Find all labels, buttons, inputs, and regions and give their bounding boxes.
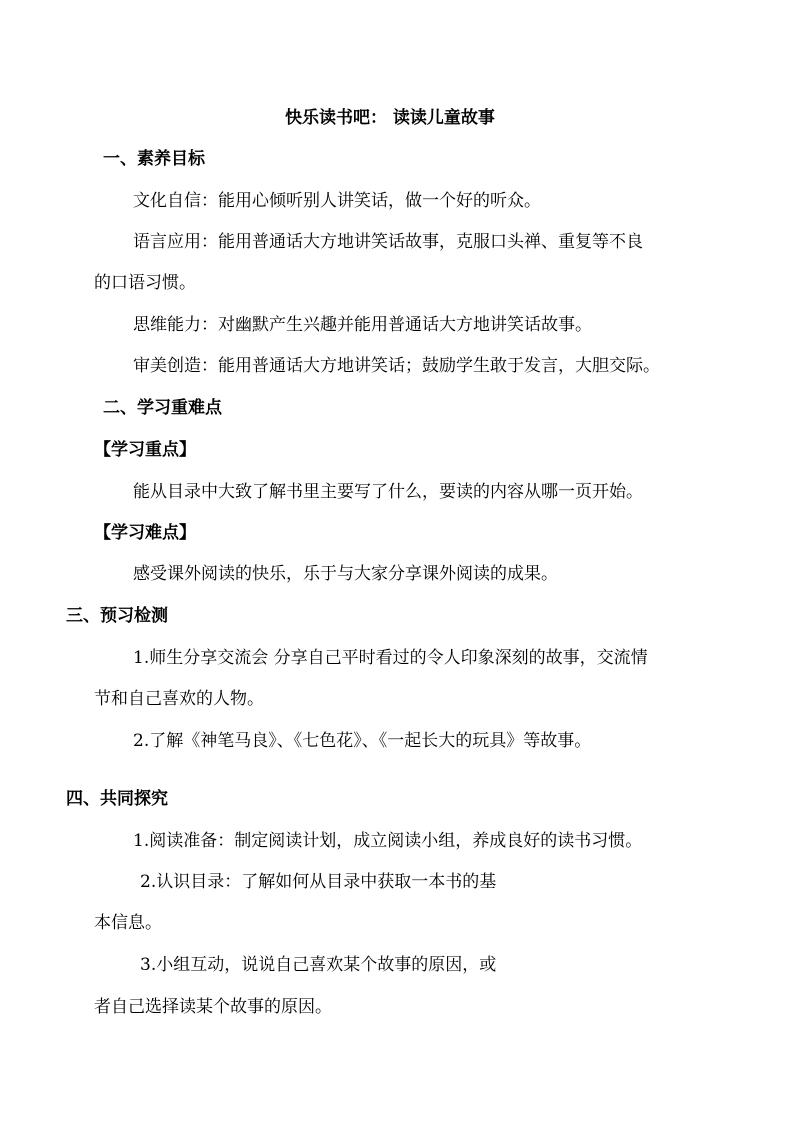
explore-item-2-line2: 本信息。 xyxy=(94,913,162,933)
section-4-heading: 四、共同探究 xyxy=(66,789,168,809)
section-1-heading: 一、素养目标 xyxy=(103,149,205,169)
explore-item-2-line1: 2.认识目录：了解如何从目录中获取一本书的基 xyxy=(140,872,497,892)
key-points-text: 能从目录中大致了解书里主要写了什么，要读的内容从哪一页开始。 xyxy=(133,482,643,502)
section-2-heading: 二、学习重难点 xyxy=(103,398,222,418)
goal-thinking-ability: 思维能力：对幽默产生兴趣并能用普通话大方地讲笑话故事。 xyxy=(133,315,592,335)
page-title: 快乐读书吧： 读读儿童故事 xyxy=(285,108,495,128)
section-3-heading: 三、预习检测 xyxy=(66,606,168,626)
goal-language-use-line2: 的口语习惯。 xyxy=(94,273,196,293)
difficulties-text: 感受课外阅读的快乐，乐于与大家分享课外阅读的成果。 xyxy=(133,564,558,584)
preview-item-1-line2: 节和自己喜欢的人物。 xyxy=(94,689,264,709)
difficulties-label: 【学习难点】 xyxy=(94,523,196,543)
preview-item-2: 2.了解《神笔马良》、《七色花》、《一起长大的玩具》等故事。 xyxy=(133,731,592,751)
goal-cultural-confidence: 文化自信：能用心倾听别人讲笑话，做一个好的听众。 xyxy=(133,191,541,211)
goal-language-use-line1: 语言应用：能用普通话大方地讲笑话故事，克服口头禅、重复等不良 xyxy=(133,232,643,252)
preview-item-1-line1: 1.师生分享交流会 分享自己平时看过的令人印象深刻的故事，交流情 xyxy=(133,648,648,668)
goal-aesthetic-creation: 审美创造：能用普通话大方地讲笑话；鼓励学生敢于发言，大胆交际。 xyxy=(133,356,660,376)
key-points-label: 【学习重点】 xyxy=(94,440,196,460)
explore-item-3-line2: 者自己选择读某个故事的原因。 xyxy=(94,997,332,1017)
explore-item-1: 1.阅读准备：制定阅读计划，成立阅读小组，养成良好的读书习惯。 xyxy=(133,831,643,851)
explore-item-3-line1: 3.小组互动，说说自己喜欢某个故事的原因，或 xyxy=(140,955,497,975)
